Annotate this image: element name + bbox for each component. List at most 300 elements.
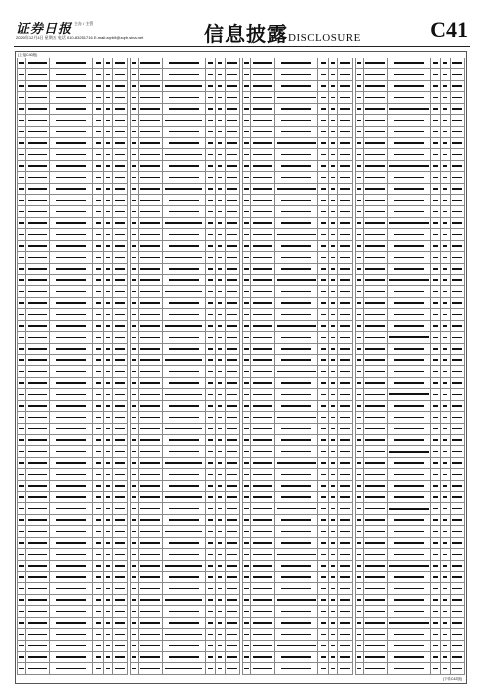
table-cell <box>431 515 441 525</box>
table-cell <box>318 344 328 354</box>
illegible-text-bar <box>208 245 213 247</box>
illegible-text-bar <box>132 142 136 144</box>
illegible-text-bar <box>389 565 429 567</box>
table-cell <box>17 481 26 491</box>
illegible-text-bar <box>115 622 125 624</box>
table-cell <box>388 378 431 388</box>
illegible-text-bar <box>365 656 384 658</box>
table-cell <box>275 161 318 171</box>
illegible-text-bar <box>56 154 86 156</box>
illegible-text-bar <box>56 656 86 658</box>
table-row <box>242 206 353 217</box>
table-row <box>242 663 353 674</box>
illegible-text-bar <box>357 405 361 407</box>
illegible-text-bar <box>433 188 438 190</box>
table-cell <box>206 366 216 376</box>
table-cell <box>206 355 216 365</box>
table-cell <box>329 652 338 662</box>
table-row <box>130 641 241 652</box>
newspaper-logo: 证券日报 <box>16 21 73 36</box>
illegible-text-bar <box>169 302 199 304</box>
table-cell <box>388 561 431 571</box>
illegible-text-bar <box>169 417 199 419</box>
table-cell <box>113 241 127 251</box>
table-cell <box>206 332 216 342</box>
table-cell <box>355 572 364 582</box>
table-cell <box>113 184 127 194</box>
table-cell <box>329 424 338 434</box>
table-cell <box>93 458 103 468</box>
illegible-text-bar <box>19 645 23 647</box>
illegible-text-bar <box>19 405 23 407</box>
table-row <box>130 629 241 640</box>
illegible-text-bar <box>56 462 86 464</box>
table-row <box>355 298 466 309</box>
illegible-text-bar <box>28 382 47 384</box>
table-cell <box>50 172 93 182</box>
table-cell <box>26 161 50 171</box>
illegible-text-bar <box>452 439 462 441</box>
table-cell <box>275 538 318 548</box>
table-cell <box>364 492 388 502</box>
table-cell <box>338 355 352 365</box>
table-cell <box>226 218 240 228</box>
illegible-text-bar <box>106 451 110 453</box>
table-cell <box>431 298 441 308</box>
table-cell <box>329 149 338 159</box>
table-cell <box>163 424 206 434</box>
illegible-text-bar <box>443 428 447 430</box>
table-cell <box>242 492 251 502</box>
table-cell <box>275 583 318 593</box>
illegible-text-bar <box>357 234 361 236</box>
table-cell <box>93 446 103 456</box>
illegible-text-bar <box>365 542 384 544</box>
illegible-text-bar <box>28 142 47 144</box>
table-cell <box>113 229 127 239</box>
illegible-text-bar <box>321 474 326 476</box>
table-cell <box>130 161 139 171</box>
table-cell <box>251 206 275 216</box>
table-cell <box>318 355 328 365</box>
table-row <box>17 503 128 514</box>
illegible-text-bar <box>281 382 311 384</box>
table-cell <box>163 184 206 194</box>
illegible-text-bar <box>106 611 110 613</box>
table-cell <box>242 241 251 251</box>
table-cell <box>441 309 450 319</box>
table-cell <box>338 663 352 673</box>
table-cell <box>451 424 465 434</box>
table-cell <box>50 206 93 216</box>
table-cell <box>104 275 113 285</box>
table-cell <box>139 583 163 593</box>
illegible-text-bar <box>208 405 213 407</box>
table-cell <box>26 206 50 216</box>
illegible-text-bar <box>28 222 47 224</box>
table-cell <box>355 309 364 319</box>
table-cell <box>451 606 465 616</box>
illegible-text-bar <box>394 62 424 64</box>
table-cell <box>163 401 206 411</box>
illegible-text-bar <box>165 668 202 670</box>
table-cell <box>451 184 465 194</box>
illegible-text-bar <box>331 188 335 190</box>
table-cell <box>130 172 139 182</box>
table-cell <box>329 458 338 468</box>
illegible-text-bar <box>433 656 438 658</box>
illegible-text-bar <box>340 634 350 636</box>
illegible-text-bar <box>19 154 23 156</box>
table-row <box>130 412 241 423</box>
illegible-text-bar <box>331 154 335 156</box>
table-cell <box>50 595 93 605</box>
illegible-text-bar <box>244 165 248 167</box>
table-cell <box>113 435 127 445</box>
illegible-text-bar <box>218 337 222 339</box>
table-row <box>355 469 466 480</box>
illegible-text-bar <box>433 165 438 167</box>
table-cell <box>139 424 163 434</box>
table-row <box>355 104 466 115</box>
illegible-text-bar <box>140 348 159 350</box>
table-cell <box>104 104 113 114</box>
table-cell <box>26 458 50 468</box>
table-cell <box>364 641 388 651</box>
table-cell <box>226 81 240 91</box>
table-row <box>355 138 466 149</box>
illegible-text-bar <box>433 519 438 521</box>
table-cell <box>139 332 163 342</box>
table-cell <box>242 446 251 456</box>
illegible-text-bar <box>244 359 248 361</box>
illegible-text-bar <box>218 565 222 567</box>
table-row <box>130 332 241 343</box>
illegible-text-bar <box>443 474 447 476</box>
table-cell <box>242 218 251 228</box>
illegible-text-bar <box>227 439 237 441</box>
illegible-text-bar <box>28 97 47 99</box>
illegible-text-bar <box>169 142 199 144</box>
table-cell <box>206 58 216 68</box>
illegible-text-bar <box>340 508 350 510</box>
illegible-text-bar <box>357 325 361 327</box>
table-cell <box>318 389 328 399</box>
illegible-text-bar <box>365 668 384 670</box>
table-cell <box>50 526 93 536</box>
table-cell <box>130 629 139 639</box>
illegible-text-bar <box>218 359 222 361</box>
illegible-text-bar <box>321 576 326 578</box>
illegible-text-bar <box>365 211 384 213</box>
illegible-text-bar <box>389 165 429 167</box>
table-row <box>17 286 128 297</box>
table-row <box>130 652 241 663</box>
table-cell <box>338 344 352 354</box>
illegible-text-bar <box>321 405 326 407</box>
table-row <box>355 595 466 606</box>
illegible-text-bar <box>321 325 326 327</box>
table-row <box>17 298 128 309</box>
table-cell <box>364 481 388 491</box>
table-cell <box>388 332 431 342</box>
illegible-text-bar <box>169 645 199 647</box>
illegible-text-bar <box>281 428 311 430</box>
illegible-text-bar <box>96 245 101 247</box>
table-cell <box>113 492 127 502</box>
table-cell <box>355 275 364 285</box>
illegible-text-bar <box>28 177 47 179</box>
table-row <box>355 618 466 629</box>
table-cell <box>26 412 50 422</box>
illegible-text-bar <box>281 120 311 122</box>
illegible-text-bar <box>169 371 199 373</box>
table-cell <box>104 115 113 125</box>
table-cell <box>26 149 50 159</box>
table-cell <box>338 127 352 137</box>
illegible-text-bar <box>140 154 159 156</box>
table-cell <box>355 606 364 616</box>
illegible-text-bar <box>433 268 438 270</box>
table-cell <box>364 206 388 216</box>
table-row <box>130 401 241 412</box>
table-cell <box>364 561 388 571</box>
illegible-text-bar <box>169 474 199 476</box>
table-cell <box>441 344 450 354</box>
illegible-text-bar <box>340 165 350 167</box>
table-cell <box>113 275 127 285</box>
illegible-text-bar <box>19 576 23 578</box>
illegible-text-bar <box>244 656 248 658</box>
illegible-text-bar <box>443 417 447 419</box>
table-cell <box>451 218 465 228</box>
illegible-text-bar <box>244 302 248 304</box>
table-cell <box>104 366 113 376</box>
illegible-text-bar <box>253 131 272 133</box>
table-row <box>130 663 241 674</box>
illegible-text-bar <box>106 154 110 156</box>
illegible-text-bar <box>132 188 136 190</box>
table-cell <box>163 663 206 673</box>
table-cell <box>431 355 441 365</box>
table-cell <box>130 469 139 479</box>
illegible-text-bar <box>331 508 335 510</box>
table-cell <box>93 69 103 79</box>
illegible-text-bar <box>340 588 350 590</box>
illegible-text-bar <box>340 337 350 339</box>
illegible-text-bar <box>452 348 462 350</box>
table-cell <box>338 218 352 228</box>
illegible-text-bar <box>277 599 316 601</box>
illegible-text-bar <box>115 234 125 236</box>
illegible-text-bar <box>56 645 86 647</box>
table-cell <box>163 618 206 628</box>
table-cell <box>50 401 93 411</box>
illegible-text-bar <box>218 291 222 293</box>
illegible-text-bar <box>169 245 199 247</box>
table-cell <box>216 355 225 365</box>
illegible-text-bar <box>281 200 311 202</box>
table-cell <box>355 435 364 445</box>
table-row <box>130 515 241 526</box>
table-row <box>355 184 466 195</box>
illegible-text-bar <box>365 74 384 76</box>
table-cell <box>104 332 113 342</box>
table-cell <box>441 606 450 616</box>
table-cell <box>26 184 50 194</box>
illegible-text-bar <box>443 211 447 213</box>
table-cell <box>355 264 364 274</box>
table-row <box>355 458 466 469</box>
illegible-text-bar <box>132 62 136 64</box>
illegible-text-bar <box>132 234 136 236</box>
illegible-text-bar <box>208 588 213 590</box>
table-cell <box>26 606 50 616</box>
table-cell <box>26 127 50 137</box>
table-cell <box>355 69 364 79</box>
table-cell <box>226 321 240 331</box>
table-cell <box>364 321 388 331</box>
illegible-text-bar <box>28 371 47 373</box>
illegible-text-bar <box>244 177 248 179</box>
illegible-text-bar <box>321 371 326 373</box>
table-cell <box>104 286 113 296</box>
table-cell <box>216 549 225 559</box>
illegible-text-bar <box>218 485 222 487</box>
table-cell <box>338 184 352 194</box>
table-cell <box>338 366 352 376</box>
table-cell <box>388 92 431 102</box>
illegible-text-bar <box>165 291 202 293</box>
table-cell <box>104 172 113 182</box>
illegible-text-bar <box>169 519 199 521</box>
table-cell <box>329 355 338 365</box>
illegible-text-bar <box>28 291 47 293</box>
illegible-text-bar <box>433 588 438 590</box>
table-row <box>242 252 353 263</box>
table-cell <box>139 184 163 194</box>
table-cell <box>441 641 450 651</box>
illegible-text-bar <box>281 485 311 487</box>
table-cell <box>355 492 364 502</box>
table-column <box>242 58 353 675</box>
illegible-text-bar <box>340 131 350 133</box>
illegible-text-bar <box>277 97 316 99</box>
illegible-text-bar <box>331 645 335 647</box>
illegible-text-bar <box>394 531 424 533</box>
illegible-text-bar <box>132 394 136 396</box>
table-row <box>355 583 466 594</box>
table-cell <box>113 172 127 182</box>
table-cell <box>388 298 431 308</box>
illegible-text-bar <box>132 622 136 624</box>
illegible-text-bar <box>365 485 384 487</box>
illegible-text-bar <box>253 645 272 647</box>
table-row <box>130 538 241 549</box>
illegible-text-bar <box>96 291 101 293</box>
table-cell <box>329 366 338 376</box>
illegible-text-bar <box>357 348 361 350</box>
table-cell <box>130 366 139 376</box>
table-cell <box>318 309 328 319</box>
table-cell <box>226 561 240 571</box>
illegible-text-bar <box>357 645 361 647</box>
table-row <box>17 81 128 92</box>
table-cell <box>216 115 225 125</box>
illegible-text-bar <box>132 542 136 544</box>
table-row <box>355 92 466 103</box>
illegible-text-bar <box>365 291 384 293</box>
table-cell <box>226 229 240 239</box>
illegible-text-bar <box>452 668 462 670</box>
table-row <box>130 69 241 80</box>
table-cell <box>139 81 163 91</box>
illegible-text-bar <box>132 519 136 521</box>
illegible-text-bar <box>443 611 447 613</box>
illegible-text-bar <box>433 485 438 487</box>
illegible-text-bar <box>19 325 23 327</box>
illegible-text-bar <box>244 599 248 601</box>
illegible-text-bar <box>115 382 125 384</box>
table-cell <box>329 344 338 354</box>
table-cell <box>17 526 26 536</box>
table-cell <box>275 492 318 502</box>
table-cell <box>251 412 275 422</box>
table-cell <box>104 641 113 651</box>
table-cell <box>17 172 26 182</box>
table-cell <box>206 298 216 308</box>
illegible-text-bar <box>106 405 110 407</box>
illegible-text-bar <box>140 108 159 110</box>
table-row <box>242 469 353 480</box>
table-cell <box>163 583 206 593</box>
table-cell <box>26 572 50 582</box>
table-cell <box>113 104 127 114</box>
table-cell <box>242 138 251 148</box>
table-cell <box>163 252 206 262</box>
table-cell <box>104 355 113 365</box>
illegible-text-bar <box>115 74 125 76</box>
illegible-text-bar <box>19 565 23 567</box>
table-cell <box>431 366 441 376</box>
illegible-text-bar <box>218 451 222 453</box>
illegible-text-bar <box>56 439 86 441</box>
table-cell <box>318 595 328 605</box>
table-cell <box>338 435 352 445</box>
table-cell <box>242 58 251 68</box>
table-cell <box>26 58 50 68</box>
illegible-text-bar <box>19 108 23 110</box>
table-cell <box>431 104 441 114</box>
table-cell <box>93 503 103 513</box>
illegible-text-bar <box>253 485 272 487</box>
table-cell <box>318 561 328 571</box>
table-row <box>17 492 128 503</box>
illegible-text-bar <box>106 599 110 601</box>
table-cell <box>163 458 206 468</box>
table-cell <box>139 561 163 571</box>
illegible-text-bar <box>340 200 350 202</box>
illegible-text-bar <box>115 531 125 533</box>
table-cell <box>50 366 93 376</box>
table-cell <box>388 389 431 399</box>
illegible-text-bar <box>244 131 248 133</box>
illegible-text-bar <box>28 656 47 658</box>
table-cell <box>451 275 465 285</box>
illegible-text-bar <box>96 394 101 396</box>
table-cell <box>388 195 431 205</box>
illegible-text-bar <box>140 417 159 419</box>
